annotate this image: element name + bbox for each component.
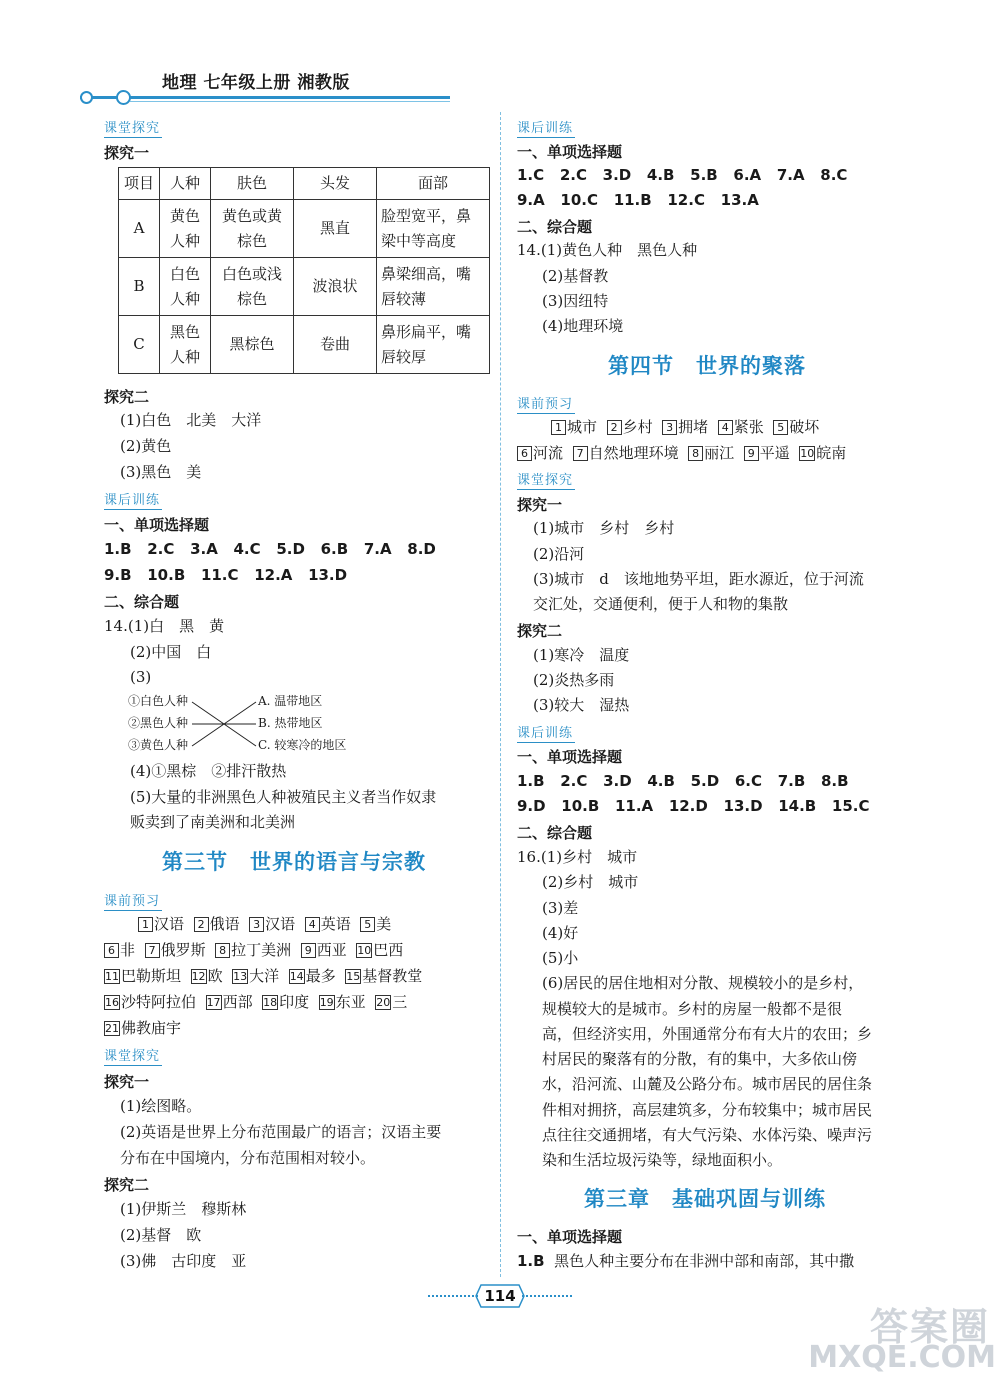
race-table <box>118 167 490 374</box>
table-cell: 黑直 <box>294 200 377 258</box>
answer-line: (2)黄色 <box>120 437 172 455</box>
answer-line: (5)大量的非洲黑色人种被殖民主义者当作奴隶 <box>130 788 437 806</box>
answer-line: (3)黑色 美 <box>120 463 202 481</box>
mc-heading: 一、单项选择题 <box>104 516 210 534</box>
mc-heading: 一、单项选择题 <box>517 748 623 766</box>
answer-line: 点往往交通拥堵，有大气污染、水体污染、噪声污 <box>542 1126 873 1144</box>
watermark-bottom: MXQE.COM <box>808 1340 996 1375</box>
table-cell: 波浪状 <box>294 258 377 316</box>
answer-line: (1)寒冷 温度 <box>533 646 630 664</box>
table-cell: 卷曲 <box>294 316 377 374</box>
preview-row: 1 城市 2 乡村 3 拥堵 4 紧张 5 破坏 <box>551 415 819 440</box>
answer-line: (1)伊斯兰 穆斯林 <box>120 1200 247 1218</box>
answer-line: 14.(1)黄色人种 黑色人种 <box>517 241 698 259</box>
preview-row: 6 河流 7 自然地理环境 8 丽江 9 平遥 10 皖南 <box>517 441 846 466</box>
matching-diagram <box>128 692 378 758</box>
table-header-cell: 面部 <box>377 168 490 200</box>
answer-line: (3) <box>130 668 152 686</box>
mc-heading: 一、单项选择题 <box>517 1228 623 1246</box>
answer-line: 水，沿河流、山麓及公路分布。城市居民的居住条 <box>542 1075 873 1093</box>
mc-answers-row: 9.A 10.C 11.B 12.C 13.A <box>517 191 759 209</box>
tag-preview: 课前预习 <box>104 890 162 911</box>
answer-line: 村居民的聚落有的分散，有的集中，大多依山傍 <box>542 1050 858 1068</box>
answer-line: 14.(1)白 黑 黄 <box>104 617 225 635</box>
answer-line: (1)绘图略。 <box>120 1097 202 1115</box>
answer-line: (3)因纽特 <box>542 292 609 310</box>
table-cell: 黄色或黄棕色 <box>211 200 294 258</box>
answer-line: (2)英语是世界上分布范围最广的语言；汉语主要 <box>120 1123 442 1141</box>
match-left-item: ②黑色人种 <box>128 716 189 730</box>
answer-line: (3)较大 湿热 <box>533 696 630 714</box>
match-lines <box>190 694 260 754</box>
match-right-item: A. 温带地区 <box>258 694 323 708</box>
watermark <box>808 1290 1000 1380</box>
tag-preview: 课前预习 <box>517 393 575 414</box>
footer-dots-right <box>522 1295 572 1297</box>
comprehensive-heading: 二、综合题 <box>104 593 180 611</box>
answer-line: 贩卖到了南美洲和北美洲 <box>130 813 296 831</box>
column-divider <box>500 112 501 1277</box>
table-cell: 黑色人种 <box>160 316 211 374</box>
page-number-badge <box>475 1283 525 1309</box>
match-left-item: ③黄色人种 <box>128 738 189 752</box>
answer-line: (2)基督教 <box>542 267 609 285</box>
mc-answers-row: 9.D 10.B 11.A 12.D 13.D 14.B 15.C <box>517 797 870 815</box>
explore-one-heading: 探究一 <box>517 496 563 514</box>
answer-line: (2)基督 欧 <box>120 1226 202 1244</box>
answer-line: (4)①黑棕 ②排汗散热 <box>130 762 287 780</box>
preview-row: 1 汉语 2 俄语 3 汉语 4 英语 5 美 <box>138 912 391 937</box>
preview-row: 11 巴勒斯坦 12 欧 13 大洋 14 最多 15 基督教堂 <box>105 967 423 985</box>
explore-two-heading: 探究二 <box>104 388 150 406</box>
header-rule <box>80 96 450 99</box>
tag-after-class: 课后训练 <box>517 117 575 138</box>
answer-line: (2)炎热多雨 <box>533 671 615 689</box>
preview-row: 16 沙特阿拉伯 17 西部 18 印度 19 东亚 20 三 <box>105 993 408 1011</box>
answer-line: 交汇处，交通便利，便于人和物的集散 <box>533 595 789 613</box>
table-cell: 黑棕色 <box>211 316 294 374</box>
page-number: 114 <box>484 1287 516 1305</box>
preview-row: 21 佛教庙宇 <box>105 1019 182 1037</box>
table-cell: C <box>119 316 160 374</box>
answer-line: (1)城市 乡村 乡村 <box>533 519 675 537</box>
comprehensive-heading: 二、综合题 <box>517 824 593 842</box>
explore-one-heading: 探究一 <box>104 1073 150 1091</box>
answer-line: 件相对拥挤，高层建筑多，分布较集中；城市居民 <box>542 1101 873 1119</box>
match-left-item: ①白色人种 <box>128 694 189 708</box>
comprehensive-heading: 二、综合题 <box>517 218 593 236</box>
tag-class-explore: 课堂探究 <box>104 1045 162 1066</box>
section-title: 第三节 世界的语言与宗教 <box>162 849 426 874</box>
mc-answers-row: 1.B 2.C 3.A 4.C 5.D 6.B 7.A 8.D <box>104 540 436 558</box>
answer-line: 高，但经济实用，外围通常分布有大片的农田；乡 <box>542 1025 873 1043</box>
table-cell: 脸型宽平，鼻梁中等高度 <box>377 200 490 258</box>
table-cell: 黄色人种 <box>160 200 211 258</box>
mc-answers-row: 9.B 10.B 11.C 12.A 13.D <box>104 566 348 584</box>
table-header-cell: 人种 <box>160 168 211 200</box>
table-cell: A <box>119 200 160 258</box>
footer-dots-left <box>428 1295 478 1297</box>
table-cell: B <box>119 258 160 316</box>
answer-line: (3)差 <box>542 899 579 917</box>
explore-two-heading: 探究二 <box>517 622 563 640</box>
match-right-item: B. 热带地区 <box>258 716 323 730</box>
answer-line: (2)中国 白 <box>130 643 212 661</box>
answer-line: 16.(1)乡村 城市 <box>517 848 638 866</box>
answer-line: (4)地理环境 <box>542 317 624 335</box>
answer-line: 1.B 黑色人种主要分布在非洲中部和南部，其中撒 <box>517 1252 855 1270</box>
mc-heading: 一、单项选择题 <box>517 143 623 161</box>
section-title: 第四节 世界的聚落 <box>608 353 806 378</box>
table-header-cell: 肤色 <box>211 168 294 200</box>
tag-class-explore: 课堂探究 <box>517 469 575 490</box>
explore-one-heading: 探究一 <box>104 144 150 162</box>
table-cell: 鼻形扁平，嘴唇较厚 <box>377 316 490 374</box>
preview-row: 6 非 7 俄罗斯 8 拉丁美洲 9 西亚 10 巴西 <box>104 938 403 963</box>
table-cell: 白色人种 <box>160 258 211 316</box>
answer-line: 分布在中国境内，分布范围相对较小。 <box>120 1149 376 1167</box>
header-dot-small <box>80 91 93 104</box>
book-title: 地理 七年级上册 湘教版 <box>162 73 350 93</box>
header-rule-thin <box>130 101 450 102</box>
explore-two-heading: 探究二 <box>104 1176 150 1194</box>
answer-line: (4)好 <box>542 924 579 942</box>
answer-line: (1)白色 北美 大洋 <box>120 411 262 429</box>
header-dot-large <box>116 90 131 105</box>
tag-class-explore: 课堂探究 <box>104 117 162 138</box>
mc-answers-row: 1.B 2.C 3.D 4.B 5.D 6.C 7.B 8.B <box>517 772 849 790</box>
tag-after-class: 课后训练 <box>104 489 162 510</box>
mc-answers-row: 1.C 2.C 3.D 4.B 5.B 6.A 7.A 8.C <box>517 166 848 184</box>
answer-line: 染和生活垃圾污染等，绿地面积小。 <box>542 1151 783 1169</box>
answer-line: (6)居民的居住地相对分散、规模较小的是乡村， <box>542 974 864 992</box>
table-cell: 白色或浅棕色 <box>211 258 294 316</box>
table-header-cell: 头发 <box>294 168 377 200</box>
answer-line: (2)沿河 <box>533 545 585 563</box>
answer-line: (3)城市 d 该地地势平坦，距水源近，位于河流 <box>533 570 864 588</box>
answer-line: (3)佛 古印度 亚 <box>120 1252 247 1270</box>
match-right-item: C. 较寒冷的地区 <box>258 738 347 752</box>
chapter-title: 第三章 基础巩固与训练 <box>584 1186 826 1211</box>
table-cell: 鼻梁细高，嘴唇较薄 <box>377 258 490 316</box>
table-header-cell: 项目 <box>119 168 160 200</box>
answer-line: 规模较大的是城市。乡村的房屋一般都不是很 <box>542 1000 843 1018</box>
tag-after-class: 课后训练 <box>517 722 575 743</box>
answer-line: (2)乡村 城市 <box>542 873 639 891</box>
answer-line: (5)小 <box>542 949 579 967</box>
page-header <box>0 0 1000 110</box>
watermark-top: 答案圈 <box>869 1305 990 1349</box>
